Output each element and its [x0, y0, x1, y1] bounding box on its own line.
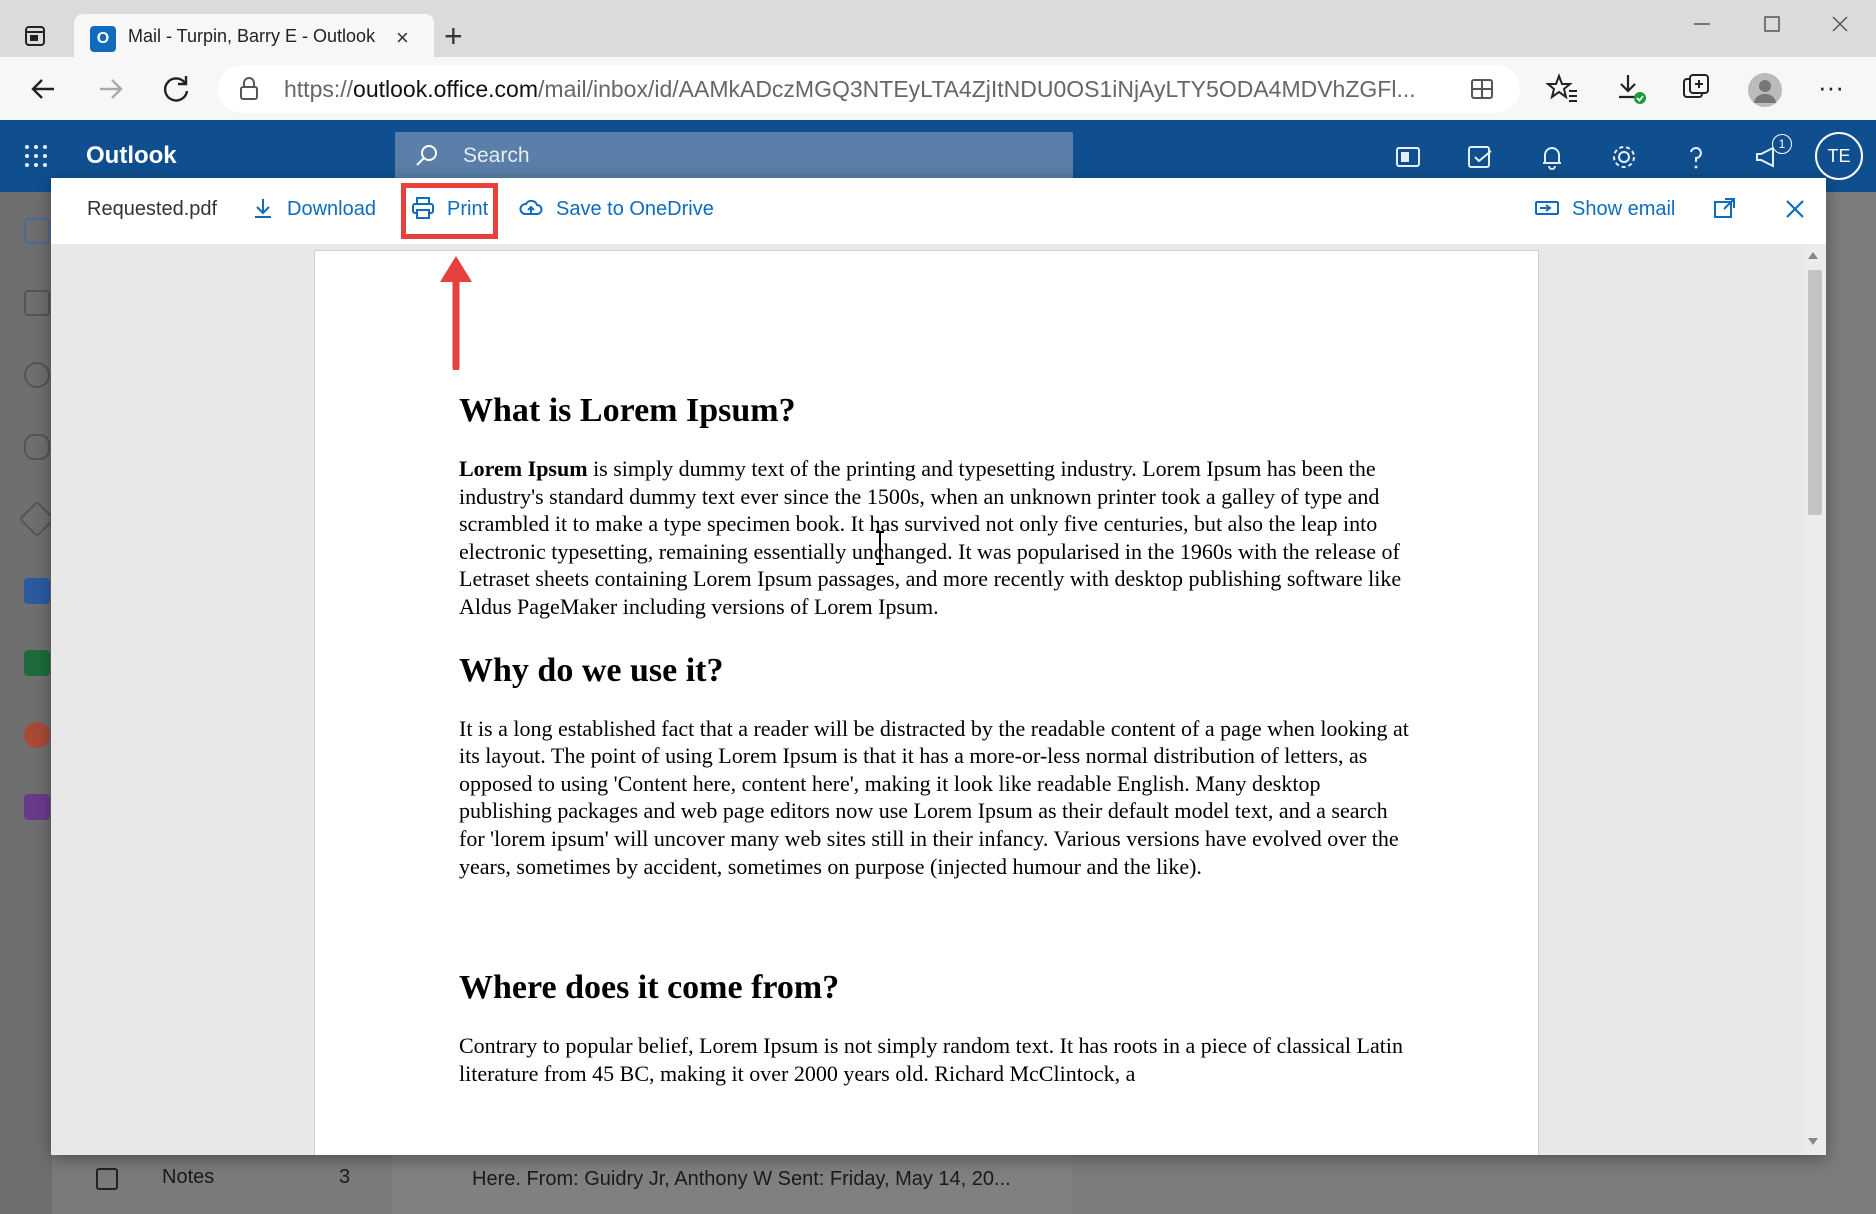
- downloads-icon[interactable]: [1614, 71, 1648, 105]
- scroll-down-icon[interactable]: [1808, 1138, 1818, 1145]
- pdf-heading: What is Lorem Ipsum?: [459, 392, 796, 429]
- open-in-new-window-icon[interactable]: [1713, 196, 1737, 220]
- show-email-button[interactable]: Show email: [1572, 198, 1676, 220]
- tab-title: Mail - Turpin, Barry E - Outlook: [128, 26, 376, 46]
- back-icon[interactable]: [26, 71, 62, 107]
- profile-avatar[interactable]: TE: [1815, 132, 1863, 180]
- collections-icon[interactable]: [1680, 71, 1714, 105]
- attachment-filename: Requested.pdf: [87, 198, 218, 220]
- pdf-heading: Why do we use it?: [459, 651, 724, 689]
- pdf-viewport[interactable]: [51, 244, 1826, 1155]
- app-rail: [0, 192, 52, 1214]
- folder-count: 3: [339, 1166, 351, 1188]
- onenote-icon[interactable]: [24, 794, 50, 820]
- pdf-text-content: [459, 391, 1409, 1087]
- address-bar[interactable]: [218, 65, 1520, 113]
- split-screen-icon[interactable]: [1470, 77, 1496, 101]
- folder-label: Notes: [162, 1166, 215, 1188]
- pdf-heading: Where does it come from?: [459, 969, 840, 1007]
- search-placeholder: Search: [463, 144, 530, 167]
- cloud-upload-icon[interactable]: [519, 196, 543, 220]
- print-button[interactable]: Print: [447, 198, 489, 220]
- outlook-icon: O: [90, 26, 116, 52]
- lock-icon[interactable]: [238, 77, 260, 101]
- text-cursor-icon: [874, 530, 886, 566]
- viewer-scrollbar[interactable]: [1803, 244, 1826, 1155]
- message-preview-snippet[interactable]: Here. From: Guidry Jr, Anthony W Sent: Friday, May 14, 20...: [472, 1168, 1011, 1190]
- notification-badge: 1: [1772, 134, 1792, 154]
- forward-icon[interactable]: [92, 71, 128, 107]
- pdf-bold-term: Lorem Ipsum: [459, 456, 588, 481]
- browser-profile-avatar[interactable]: [1748, 73, 1782, 107]
- help-icon[interactable]: [1681, 142, 1711, 172]
- browser-toolbar: [0, 57, 1876, 120]
- download-icon[interactable]: [251, 196, 275, 220]
- close-tab-icon[interactable]: ×: [396, 25, 409, 50]
- pdf-page: [314, 250, 1539, 1155]
- browser-tab-outlook[interactable]: [74, 14, 434, 61]
- favorites-icon[interactable]: [1545, 71, 1579, 105]
- save-to-onedrive-button[interactable]: Save to OneDrive: [556, 198, 714, 220]
- minimize-icon[interactable]: [1682, 8, 1722, 40]
- show-email-icon[interactable]: [1535, 196, 1559, 220]
- excel-icon[interactable]: [24, 650, 50, 676]
- print-highlight-box: [401, 183, 498, 239]
- url-text[interactable]: https://outlook.office.com/mail/inbox/id/AAMkADczMGQ3NTEyLTA4ZjItNDU0OS1iNjAyLTY5ODA4MDVhZGFl...: [284, 76, 1416, 102]
- notes-icon: [96, 1168, 118, 1190]
- more-options-icon[interactable]: ···: [1818, 72, 1844, 102]
- search-icon: [415, 144, 439, 168]
- settings-gear-icon[interactable]: [1609, 142, 1639, 172]
- browser-tab-strip: [0, 0, 1876, 57]
- attachments-icon[interactable]: [24, 434, 50, 460]
- maximize-icon[interactable]: [1752, 8, 1792, 40]
- calendar-icon[interactable]: [24, 290, 50, 316]
- pdf-paragraph: Contrary to popular belief, Lorem Ipsum is not simply random text. It has roots in a piece of classical Latin literature from 45 BC, making it over 2000 years old. Richard McClintock, a: [459, 1033, 1403, 1086]
- viewer-toolbar: [51, 178, 1826, 244]
- new-tab-icon[interactable]: +: [444, 18, 463, 54]
- powerpoint-icon[interactable]: [24, 722, 50, 748]
- annotation-arrow-icon: [436, 252, 476, 370]
- refresh-icon[interactable]: [158, 71, 194, 107]
- app-launcher-icon[interactable]: [24, 144, 48, 168]
- folder-notes[interactable]: [96, 1166, 356, 1198]
- todo-icon[interactable]: [19, 501, 56, 538]
- notifications-bell-icon[interactable]: [1537, 142, 1567, 172]
- outlook-app-name[interactable]: Outlook: [86, 142, 177, 169]
- scroll-up-icon[interactable]: [1808, 252, 1818, 259]
- attachment-viewer: [51, 178, 1826, 1155]
- tab-actions-icon[interactable]: [24, 25, 52, 53]
- my-day-icon[interactable]: [1465, 142, 1495, 172]
- pdf-paragraph: It is a long established fact that a reader will be distracted by the readable content of a page when looking at its layout. The point of using Lorem Ipsum is that it has a more-or-less normal distribution of letters, as opposed to using 'Content here, content here', making it look like readable English. Many desktop publishing packages and web page editors now use Lorem Ipsum as their default model text, and a search for 'lorem ipsum' will uncover many web sites still in their infancy. Various versions have evolved over the years, sometimes by accident, sometimes on purpose (injected humour and the like).: [459, 715, 1409, 879]
- search-input[interactable]: [395, 132, 1073, 180]
- close-viewer-icon[interactable]: [1784, 198, 1806, 220]
- download-button[interactable]: Download: [287, 198, 376, 220]
- pdf-paragraph: [459, 455, 1409, 621]
- mail-icon[interactable]: [24, 218, 50, 244]
- word-icon[interactable]: [24, 578, 50, 604]
- scrollbar-thumb[interactable]: [1808, 270, 1822, 515]
- people-icon[interactable]: [24, 362, 50, 388]
- teams-meeting-icon[interactable]: [1393, 142, 1423, 172]
- pdf-text: is simply dummy text of the printing and typesetting industry. Lorem Ipsum has been the industry's standard dummy text ever since the 1500s, when an unknown printer took a galley of type and scrambled it to make a type specimen book. It has survived not only five centuries, but also the leap into electronic typesetting, remaining essentially unchanged. It was popularised in the 1960s with the release of Letraset sheets containing Lorem Ipsum passages, and more recently with desktop publishing software like Aldus PageMaker including versions of Lorem Ipsum.: [459, 456, 1402, 619]
- window-close-icon[interactable]: [1820, 8, 1860, 40]
